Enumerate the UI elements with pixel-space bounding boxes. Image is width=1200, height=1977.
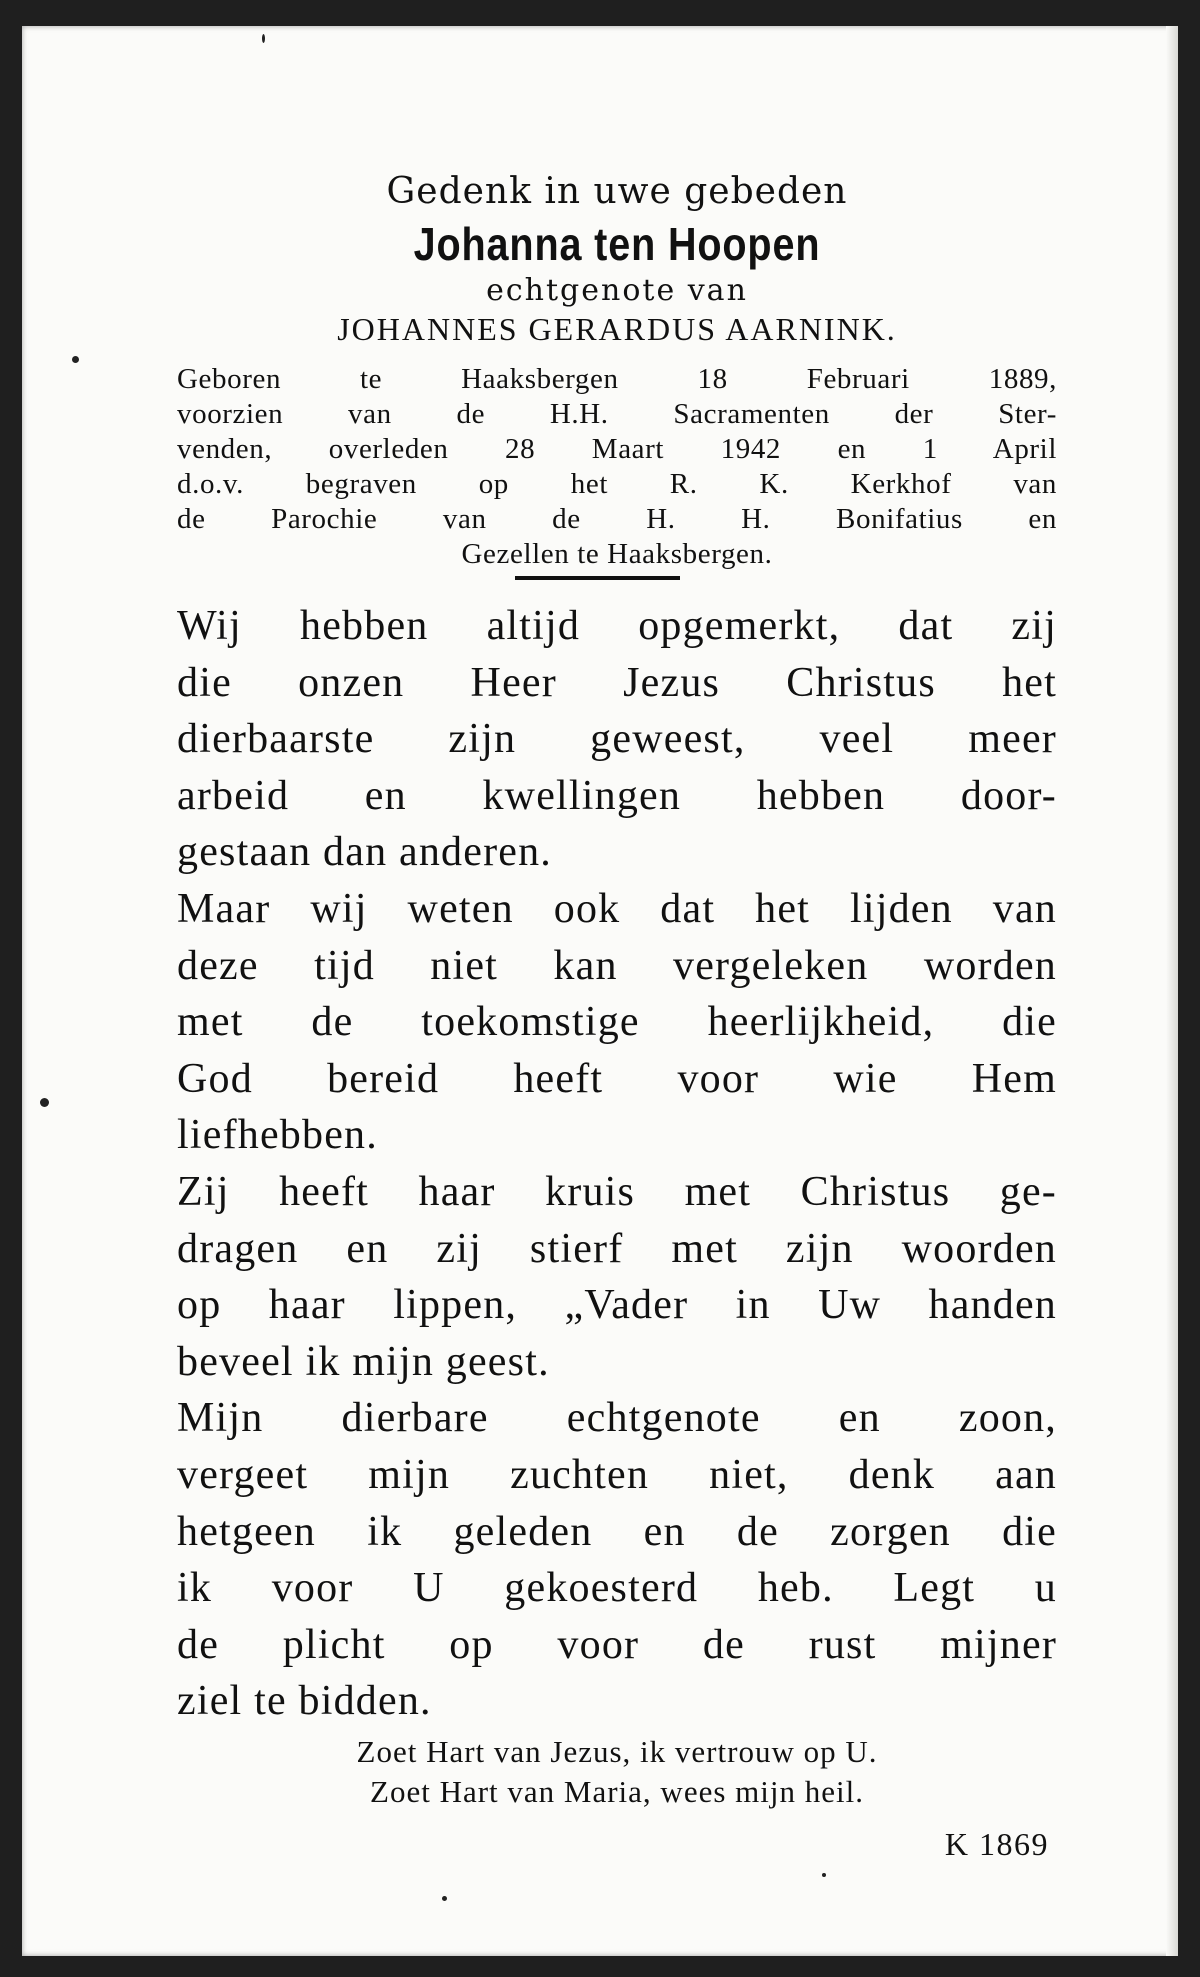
body-line: met de toekomstige heerlijkheid, die xyxy=(177,999,1057,1046)
closing-prayers xyxy=(177,1732,1057,1812)
body-line: hetgeen ik geleden en de zorgen die xyxy=(177,1508,1057,1555)
ink-speck xyxy=(40,1098,49,1107)
body-line: op haar lippen, „Vader in Uw handen xyxy=(177,1282,1057,1329)
deceased-name: Johanna ten Hoopen xyxy=(413,218,821,270)
biography xyxy=(177,362,1057,572)
body-line: God bereid heeft voor wie Hem xyxy=(177,1055,1057,1102)
body-line: deze tijd niet kan vergeleken worden xyxy=(177,942,1057,989)
body-line: ziel te bidden. xyxy=(177,1678,432,1725)
body-line: Zij heeft haar kruis met Christus ge- xyxy=(177,1168,1057,1215)
body-line: gestaan dan anderen. xyxy=(177,829,552,876)
body-line: vergeet mijn zuchten niet, denk aan xyxy=(177,1451,1057,1498)
ink-speck xyxy=(262,34,265,43)
spouse-name: JOHANNES GERARDUS AARNINK. xyxy=(337,311,897,347)
body-line: liefhebben. xyxy=(177,1112,378,1159)
card-code: K 1869 xyxy=(944,1825,1049,1862)
body-line: arbeid en kwellingen hebben door- xyxy=(177,772,1057,819)
card-edge-shadow xyxy=(1166,26,1178,1956)
spouse-label: echtgenote van xyxy=(486,273,748,308)
body-line: dierbaarste zijn geweest, veel meer xyxy=(177,716,1057,763)
bio-line: venden, overleden 28 Maart 1942 en 1 April xyxy=(177,433,1057,465)
body-line: ik voor U gekoesterd heb. Legt u xyxy=(177,1565,1057,1612)
body-line: die onzen Heer Jezus Christus het xyxy=(177,659,1057,706)
bio-line: de Parochie van de H. H. Bonifatius en xyxy=(177,503,1057,535)
divider-rule xyxy=(515,576,680,580)
bio-line: Geboren te Haaksbergen 18 Februari 1889, xyxy=(177,363,1057,395)
ink-speck xyxy=(72,356,79,363)
card-content xyxy=(177,136,1057,1863)
prayer-line: Zoet Hart van Maria, wees mijn heil. xyxy=(370,1773,864,1809)
body-line: Maar wij weten ook dat het lijden van xyxy=(177,885,1057,932)
bio-line: d.o.v. begraven op het R. K. Kerkhof van xyxy=(177,468,1057,500)
body-line: Mijn dierbare echtgenote en zoon, xyxy=(177,1395,1057,1442)
body-text xyxy=(177,598,1057,1730)
body-line: dragen en zij stierf met zijn woorden xyxy=(177,1225,1057,1272)
body-line: Wij hebben altijd opgemerkt, dat zij xyxy=(177,603,1057,649)
bio-line: Gezellen te Haaksbergen. xyxy=(461,538,773,570)
prayer-line: Zoet Hart van Jezus, ik vertrouw op U. xyxy=(356,1733,878,1769)
body-line: beveel ik mijn geest. xyxy=(177,1338,550,1385)
body-line: de plicht op voor de rust mijner xyxy=(177,1621,1057,1668)
ink-speck xyxy=(822,1873,826,1877)
memorial-card xyxy=(22,26,1178,1956)
ink-speck xyxy=(442,1896,447,1901)
bio-line: voorzien van de H.H. Sacramenten der Ster- xyxy=(177,398,1057,430)
intro-line: Gedenk in uwe gebeden xyxy=(386,171,848,212)
